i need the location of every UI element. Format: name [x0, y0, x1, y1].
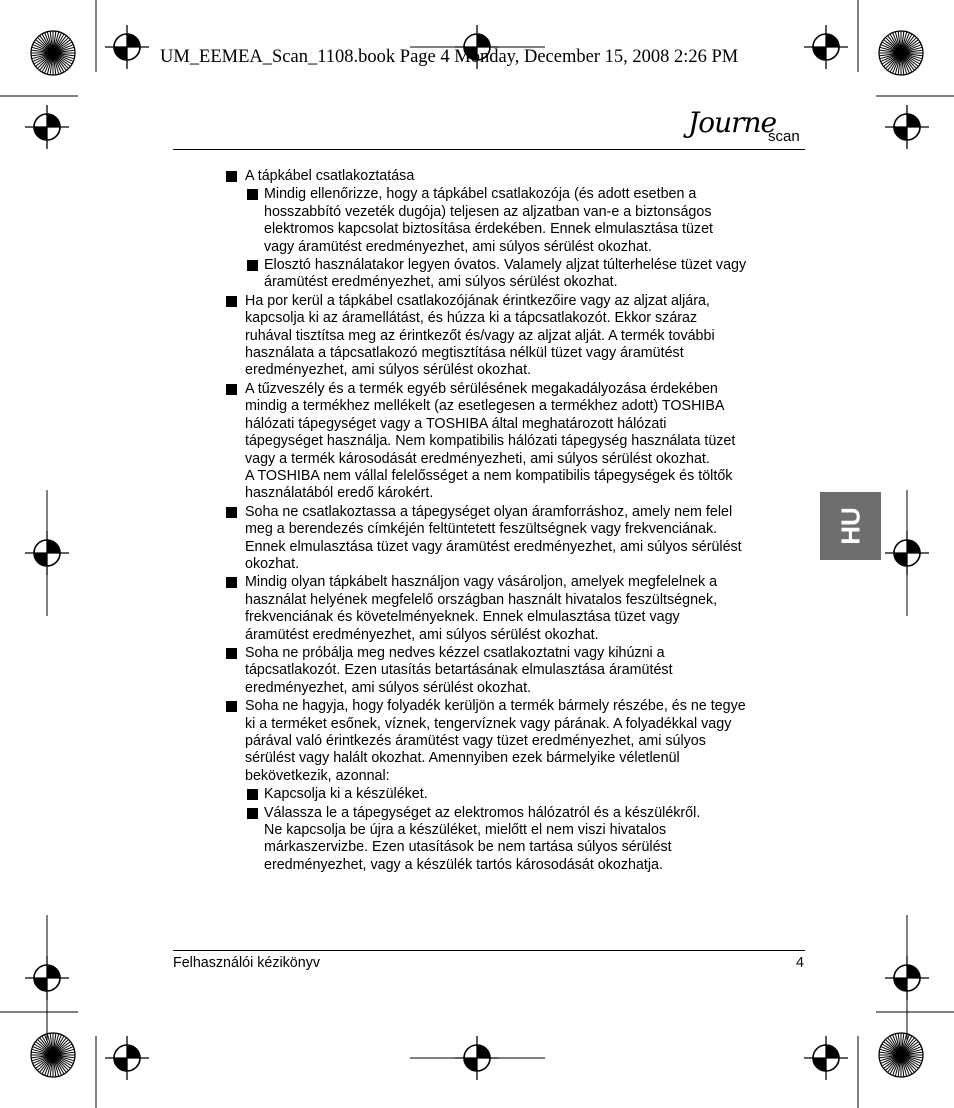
list-item-text: A tápkábel csatlakoztatása: [245, 168, 415, 184]
registration-target-icon: [804, 25, 848, 69]
square-bullet-icon: [247, 260, 258, 271]
language-tab: [820, 492, 881, 560]
registration-target-icon: [885, 105, 929, 149]
starburst-mark-icon: [31, 31, 75, 75]
list-item-text: Elosztó használatakor legyen óvatos. Valamely aljzat túlterhelése tüzet vagy áramütést eredményezhet, ami súlyos sérülést okozhat.: [264, 257, 747, 291]
logo-script-text: Journe: [688, 106, 777, 139]
list-item: [225, 293, 810, 380]
sub-list-item: [245, 786, 810, 803]
square-bullet-icon: [247, 189, 258, 200]
page-number: 4: [796, 955, 804, 971]
registration-target-icon: [804, 1036, 848, 1080]
list-item: [225, 698, 810, 785]
list-item: [225, 504, 810, 574]
list-item: [225, 645, 810, 697]
sub-list-item: [245, 805, 810, 875]
footer-rule: [173, 950, 805, 951]
header-rule: [173, 149, 805, 150]
list-item-text: Soha ne próbálja meg nedves kézzel csatlakoztatni vagy kihúzni a tápcsatlakozót. Ezen utasítás betartásának elmulasztása áramütést eredményezhet, ami súlyos sérülést okozhat.: [245, 644, 673, 696]
list-item-text: Válassza le a tápegységet az elektromos hálózatról és a készülékről. Ne kapcsolja be újra a készüléket, mielőtt el nem viszi hivatalos márkaszervizbe. Ezen utasítások be nem tartása súlyos sérülést eredményezhet, vagy a készülék tartós károsodását okozhatja.: [264, 804, 701, 873]
square-bullet-icon: [226, 577, 237, 588]
list-item: [225, 168, 810, 185]
square-bullet-icon: [226, 648, 237, 659]
list-item-text: Ha por kerül a tápkábel csatlakozójának érintkezőire vagy az aljzat aljára, kapcsolja ki az áramellátást, és húzza ki a tápcsatlakozót. Ekkor száraz ruhával tisztítsa meg az érintkezőt és/vagy az aljzat alját. A termék további használata a tápcsatlakozó megtisztítása nélkül tüzet vagy áramütést eredményezhet, ami súlyos sérülést okozhat.: [245, 292, 715, 379]
list-item-text: Soha ne hagyja, hogy folyadék kerüljön a termék bármely részébe, és ne tegye ki a terméket esőnek, víznek, tengervíznek vagy párának. A folyadékkal vagy párával való érintkezés áramütést vagy tüzet eredményezhet, ami súlyos sérülést vagy halált okozhat. Amennyiben ezek bármelyike véletlenül bekövetkezik, azonnal:: [245, 698, 746, 784]
square-bullet-icon: [247, 808, 258, 819]
square-bullet-icon: [226, 384, 237, 395]
list-item-text: Mindig ellenőrizze, hogy a tápkábel csatlakozója (és adott esetben a hosszabbító vezeték dugója) teljesen az aljzatban van-e a biztonságos elektromos kapcsolat biztosítása érdekében. Ennek elmulasztása tüzet vagy áramütést eredményezhet, ami súlyos sérülést okozhat.: [264, 186, 714, 255]
square-bullet-icon: [226, 701, 237, 712]
registration-target-icon: [105, 1036, 149, 1080]
list-item-text: Kapcsolja ki a készüléket.: [264, 786, 428, 803]
starburst-mark-icon: [879, 1033, 923, 1077]
sub-list-item: [245, 257, 810, 292]
square-bullet-icon: [226, 507, 237, 518]
sub-list-item: [245, 186, 810, 256]
footer-manual-title: Felhasználói kézikönyv: [173, 955, 321, 971]
print-header: UM_EEMEA_Scan_1108.book Page 4 Monday, December 15, 2008 2:26 PM: [160, 47, 739, 67]
square-bullet-icon: [226, 171, 237, 182]
list-item-text: Mindig olyan tápkábelt használjon vagy vásároljon, amelyek megfelelnek a használat helyének megfelelő országban használt hivatalos feszültségnek, frekvenciának és követelményeknek. Ennek elmulasztása tüzet vagy áramütést eredményezhet, ami súlyos sérülést okozhat.: [245, 574, 718, 643]
list-item-text: Soha ne csatlakoztassa a tápegységet olyan áramforráshoz, amely nem felel meg a berendezés címkéjén feltüntetett feszültségnek vagy frekvenciának. Ennek elmulasztása tüzet vagy áramütést eredményezhet, ami súlyos sérülést okozhat.: [245, 503, 742, 572]
starburst-mark-icon: [31, 1033, 75, 1077]
list-item: [225, 574, 810, 644]
list-item: [225, 381, 810, 503]
square-bullet-icon: [226, 296, 237, 307]
logo-sub-text: scan: [768, 128, 800, 145]
list-item-text: A tűzveszély és a termék egyéb sérülésének megakadályozása érdekében mindig a termékhez mellékelt (az esetlegesen a termékhez adott) TOSHIBA hálózati tápegységet vagy a TOSHIBA által meghatározott hálózati tápegységet használja. Nem kompatibilis hálózati tápegység használata tüzet vagy a termék károsodását eredményezheti, ami súlyos sérülést okozhat. A TOSHIBA nem vállal felelősséget a nem kompatibilis tápegységek és töltők használatából eredő károkért.: [245, 380, 736, 502]
registration-target-icon: [105, 25, 149, 69]
safety-instructions-list: [225, 168, 810, 875]
starburst-mark-icon: [879, 31, 923, 75]
journe-scan-logo: [688, 106, 808, 150]
registration-target-icon: [25, 105, 69, 149]
square-bullet-icon: [247, 789, 258, 800]
language-tab-label: HU: [835, 507, 865, 545]
